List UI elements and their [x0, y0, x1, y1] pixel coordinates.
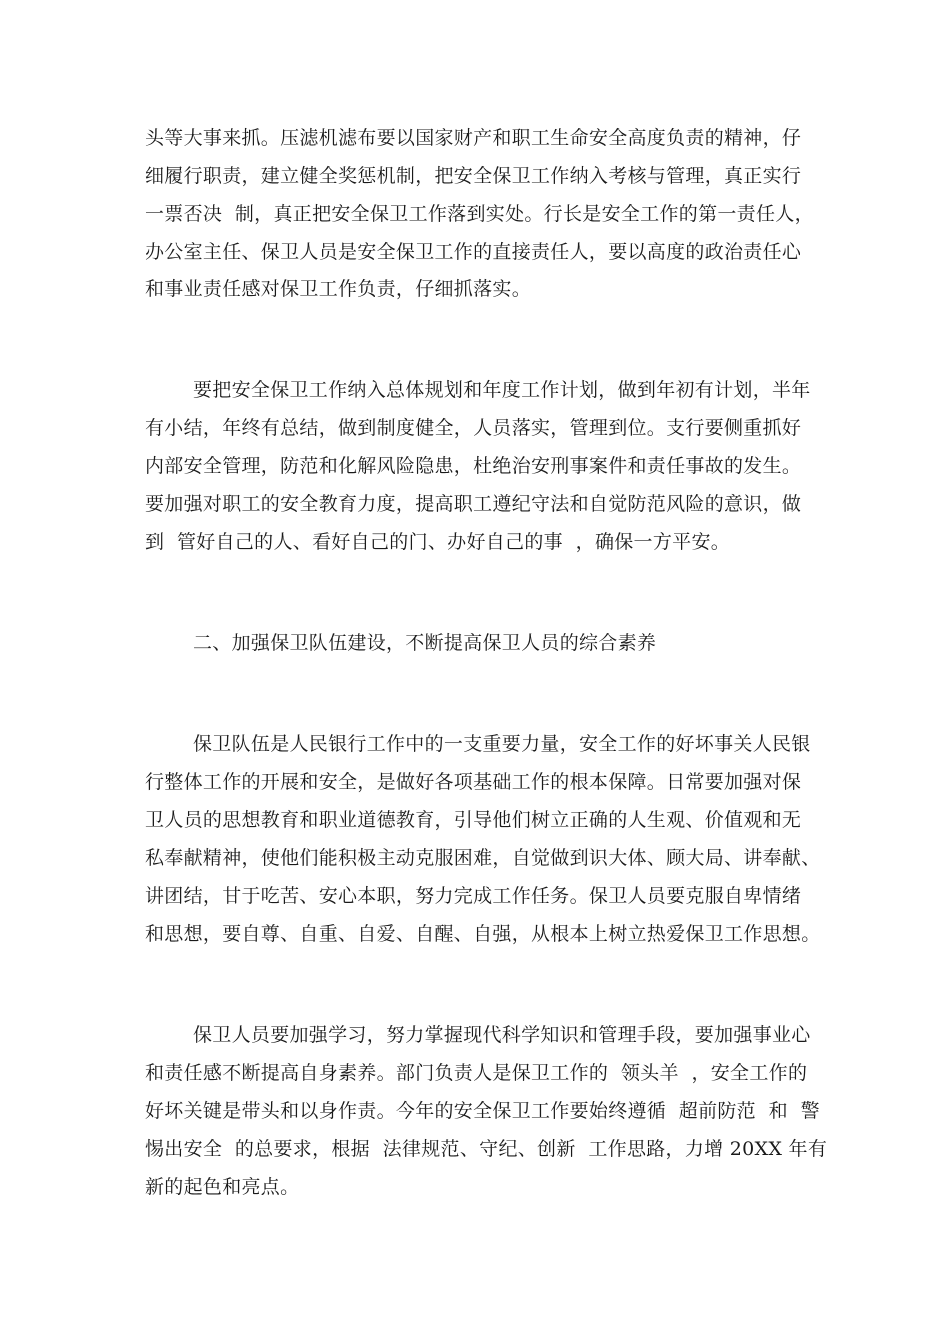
paragraph-line: 私奉献精神，使他们能积极主动克服困难，自觉做到识大体、顾大局、讲奉献、 — [145, 847, 821, 869]
paragraph-line: 保卫人员要加强学习，努力掌握现代科学知识和管理手段，要加强事业心 — [193, 1024, 811, 1046]
paragraph-line: 好坏关键是带头和以身作责。今年的安全保卫工作要始终遵循 超前防范 和 警 — [145, 1100, 820, 1122]
paragraph-line: 和事业责任感对保卫工作负责，仔细抓落实。 — [145, 278, 532, 300]
paragraph-line: 到 管好自己的人、看好自己的门、办好自己的事 ，确保一方平安。 — [145, 531, 731, 553]
paragraph-line: 要加强对职工的安全教育力度，提高职工遵纪守法和自觉防范风险的意识，做 — [145, 493, 802, 515]
paragraph-line: 惕出安全 的总要求，根据 法律规范、守纪、创新 工作思路，力增 20XX 年有 — [145, 1138, 828, 1160]
paragraph-line: 和思想，要自尊、自重、自爱、自醒、自强，从根本上树立热爱保卫工作思想。 — [145, 923, 821, 945]
paragraph-line: 内部安全管理，防范和化解风险隐患，杜绝治安刑事案件和责任事故的发生。 — [145, 455, 802, 477]
paragraph-line: 卫人员的思想教育和职业道德教育，引导他们树立正确的人生观、价值观和无 — [145, 809, 802, 831]
paragraph-line: 讲团结，甘于吃苦、安心本职，努力完成工作任务。保卫人员要克服自卑情绪 — [145, 885, 802, 907]
paragraph-line: 一票否决 制，真正把安全保卫工作落到实处。行长是安全工作的第一责任人， — [145, 203, 814, 225]
paragraph-line: 保卫队伍是人民银行工作中的一支重要力量，安全工作的好坏事关人民银 — [193, 733, 811, 755]
paragraph-line: 办公室主任、保卫人员是安全保卫工作的直接责任人，要以高度的政治责任心 — [145, 241, 802, 263]
paragraph-line: 行整体工作的开展和安全，是做好各项基础工作的根本保障。日常要加强对保 — [145, 771, 802, 793]
paragraph-line: 新的起色和亮点。 — [145, 1176, 300, 1198]
paragraph-line: 要把安全保卫工作纳入总体规划和年度工作计划，做到年初有计划，半年 — [193, 379, 811, 401]
section-heading: 二、加强保卫队伍建设，不断提高保卫人员的综合素养 — [193, 632, 657, 654]
paragraph-line: 有小结，年终有总结，做到制度健全，人员落实，管理到位。支行要侧重抓好 — [145, 417, 802, 439]
paragraph-line: 头等大事来抓。压滤机滤布要以国家财产和职工生命安全高度负责的精神，仔 — [145, 127, 802, 149]
paragraph-line: 细履行职责，建立健全奖惩机制，把安全保卫工作纳入考核与管理，真正实行 — [145, 165, 802, 187]
paragraph-line: 和责任感不断提高自身素养。部门负责人是保卫工作的 领头羊 ，安全工作的 — [145, 1062, 808, 1084]
